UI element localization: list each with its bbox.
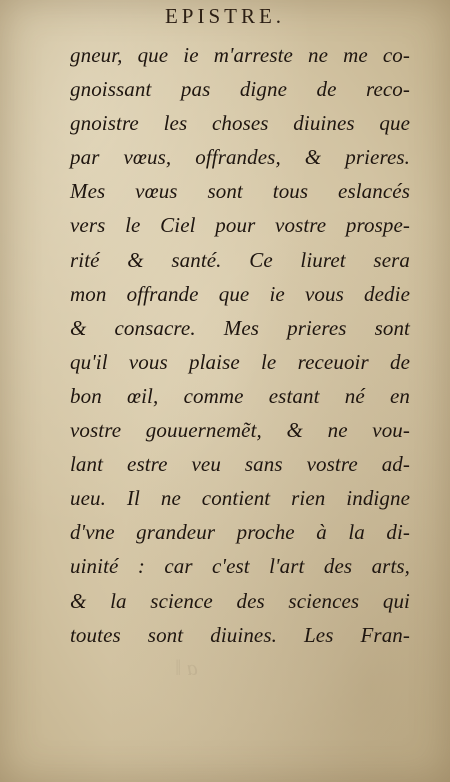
show-through-mark: ɑ ǁ: [175, 655, 198, 680]
text-line: bon œil, comme estant né en: [70, 383, 410, 408]
text-line: qu'il vous plaise le receuoir de: [70, 349, 410, 374]
text-line: mon offrande que ie vous dedie: [70, 281, 410, 306]
text-line: rité & santé. Ce liuret sera: [70, 247, 410, 272]
text-line: Mes vœus sont tous eslancés: [70, 179, 410, 204]
text-line: par vœus, offrandes, & prieres.: [70, 145, 410, 170]
text-line: & consacre. Mes prieres sont: [70, 315, 410, 340]
text-line: uinité : car c'est l'art des arts,: [70, 554, 410, 579]
text-line: vostre gouuernemẽt, & ne vou-: [70, 418, 410, 443]
text-line: toutes sont diuines. Les Fran-: [70, 622, 410, 647]
text-line: gneur, que ie m'arreste ne me co-: [70, 43, 410, 67]
text-line: gnoissant pas digne de reco-: [70, 77, 410, 102]
text-line: d'vne grandeur proche à la di-: [70, 520, 410, 545]
running-head: EPISTRE.: [164, 4, 286, 28]
text-line: lant estre veu sans vostre ad-: [70, 452, 410, 477]
text-line: ueu. Il ne contient rien indigne: [70, 486, 410, 511]
text-block: [70, 38, 410, 652]
text-line: gnoistre les choses diuines que: [70, 111, 410, 136]
text-line: vers le Ciel pour vostre prospe-: [70, 213, 410, 238]
text-line: & la science des sciences qui: [70, 588, 410, 613]
